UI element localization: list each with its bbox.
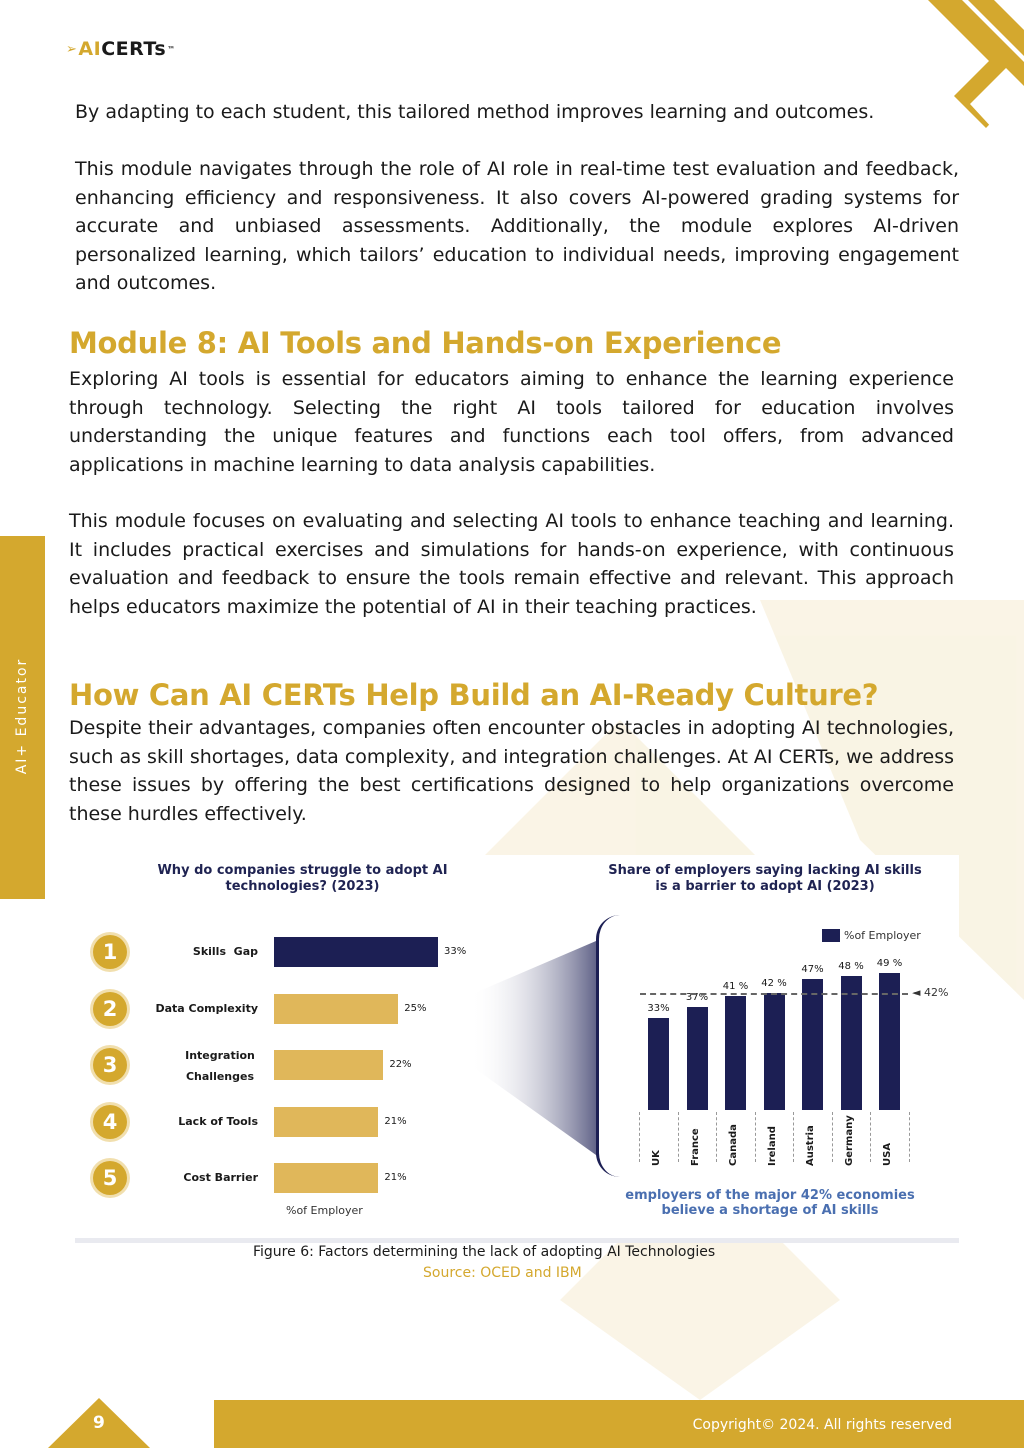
right-legend-label: %of Employer [844,929,921,942]
aicerts-logo [66,38,176,60]
rank-badge: 4 [93,1105,127,1139]
vertical-bar [802,979,823,1110]
vertical-bar [648,1018,669,1110]
horizontal-bar [274,937,438,967]
intro-paragraph-2: This module navigates through the role of AI role in real-time test evaluation and feedback, enhancing efficiency and responsiveness. It also covers AI-powered grading systems for accurate and unbiased assessments. Additionally, the module explores AI-driven personalized learning, which tailors’ education to individual needs, improving engagement and outcomes. [75,158,959,294]
rank-badge: 2 [93,992,127,1026]
bar-value-label: 42 % [761,977,787,989]
country-label: USA [882,1142,893,1166]
reference-line-label: ◄ 42% [912,985,949,999]
horizontal-bar [274,1050,383,1080]
country-label: France [689,1128,701,1166]
side-tab-label: AI+ Educator [14,657,30,775]
bar-value-label: 21% [384,1172,407,1183]
module8-heading: Module 8: AI Tools and Hands-on Experience [69,326,782,360]
logo-certs-text: CERTs [101,38,167,60]
logo-ai-text: AI [78,38,102,60]
horizontal-bar [274,1107,378,1137]
axis-separator [678,1112,679,1162]
side-tab [0,536,45,899]
rank-badge: 3 [93,1048,127,1082]
bar-value-label: 41 % [722,980,749,992]
logo-trademark: ™ [167,44,176,54]
figure-source: Source: OCED and IBM [423,1265,582,1281]
axis-separator [716,1112,717,1162]
axis-separator [639,1112,640,1162]
module8-paragraph-2: This module focuses on evaluating and selecting AI tools to enhance teaching and learning. It includes practical exercises and simulations for hands-on experience, with continuous evaluation and feedback to ensure the tools remain effective and relevant. This approach helps educators maximize the potential of AI in their teaching practices. [69,510,954,618]
figure-divider [75,1238,959,1243]
bar-value-label: 49 % [876,958,903,970]
axis-separator [870,1112,871,1162]
country-label: Austria [805,1125,816,1166]
left-chart-title: Why do companies struggle to adopt AI technologies? (2023) [157,863,448,894]
category-label: Cost Barrier [183,1171,258,1184]
bar-value-label: 21% [384,1115,407,1127]
right-chart-title: Share of employers saying lacking AI skills is a barrier to adopt AI (2023) [608,863,922,894]
funnel-connector [470,935,610,1165]
copyright-text: Copyright© 2024. All rights reserved [692,1417,952,1433]
country-label: Germany [843,1115,855,1166]
vertical-bar [687,1007,708,1110]
right-chart-callout: employers of the major 42% economies believe a shortage of AI skills [625,1188,915,1218]
rank-badge: 5 [93,1161,127,1195]
rank-badge: 1 [93,935,127,969]
reference-line [640,993,908,995]
module8-paragraph-1: Exploring AI tools is essential for educators aiming to enhance the learning experience through technology. Selecting the right AI tools tailored for education involves understanding the unique features and functions each tool offers, from advanced applications in machine learning to data analysis capabilities. [69,368,954,476]
axis-separator [793,1112,794,1162]
country-label: UK [651,1150,662,1166]
left-chart-xlabel: %of Employer [286,1204,363,1217]
axis-separator [909,1112,910,1162]
page-number: 9 [93,1413,105,1433]
horizontal-bar [274,1163,378,1193]
bar-value-label: 47% [801,963,824,975]
category-label: Integration Challenges [185,1049,255,1083]
axis-separator [755,1112,756,1162]
category-label: Data Complexity [155,1001,258,1015]
culture-paragraph: Despite their advantages, companies often encounter obstacles in adopting AI technologies, such as skill shortages, data complexity, and integration challenges. At AI CERTs, we address these issues by offering the best certifications designed to help organizations overcome these hurdles effectively. [69,717,955,825]
figure-caption: Figure 6: Factors determining the lack of adopting AI Technologies [253,1244,716,1260]
country-label: Canada [728,1124,739,1166]
logo-arrow-icon: ➢ [66,41,78,57]
vertical-bar [764,993,785,1110]
category-label: Skills Gap [192,945,258,958]
country-label: Ireland [766,1126,778,1166]
bar-value-label: 48 % [838,961,864,973]
culture-heading: How Can AI CERTs Help Build an AI-Ready Culture? [69,678,879,712]
vertical-bar [841,976,862,1110]
footer-bar [214,1400,1024,1448]
bar-value-label: 33% [647,1003,670,1014]
right-legend-swatch [822,929,840,942]
bar-value-label: 25% [404,1002,427,1014]
intro-paragraph-1: By adapting to each student, this tailored method improves learning and outcomes. [75,101,875,123]
horizontal-bar [274,994,398,1024]
axis-separator [832,1112,833,1162]
bar-value-label: 33% [444,946,467,957]
bar-value-label: 37% [685,991,709,1003]
vertical-bar [725,996,746,1110]
category-label: Lack of Tools [178,1114,258,1128]
bar-value-label: 22% [389,1059,412,1070]
